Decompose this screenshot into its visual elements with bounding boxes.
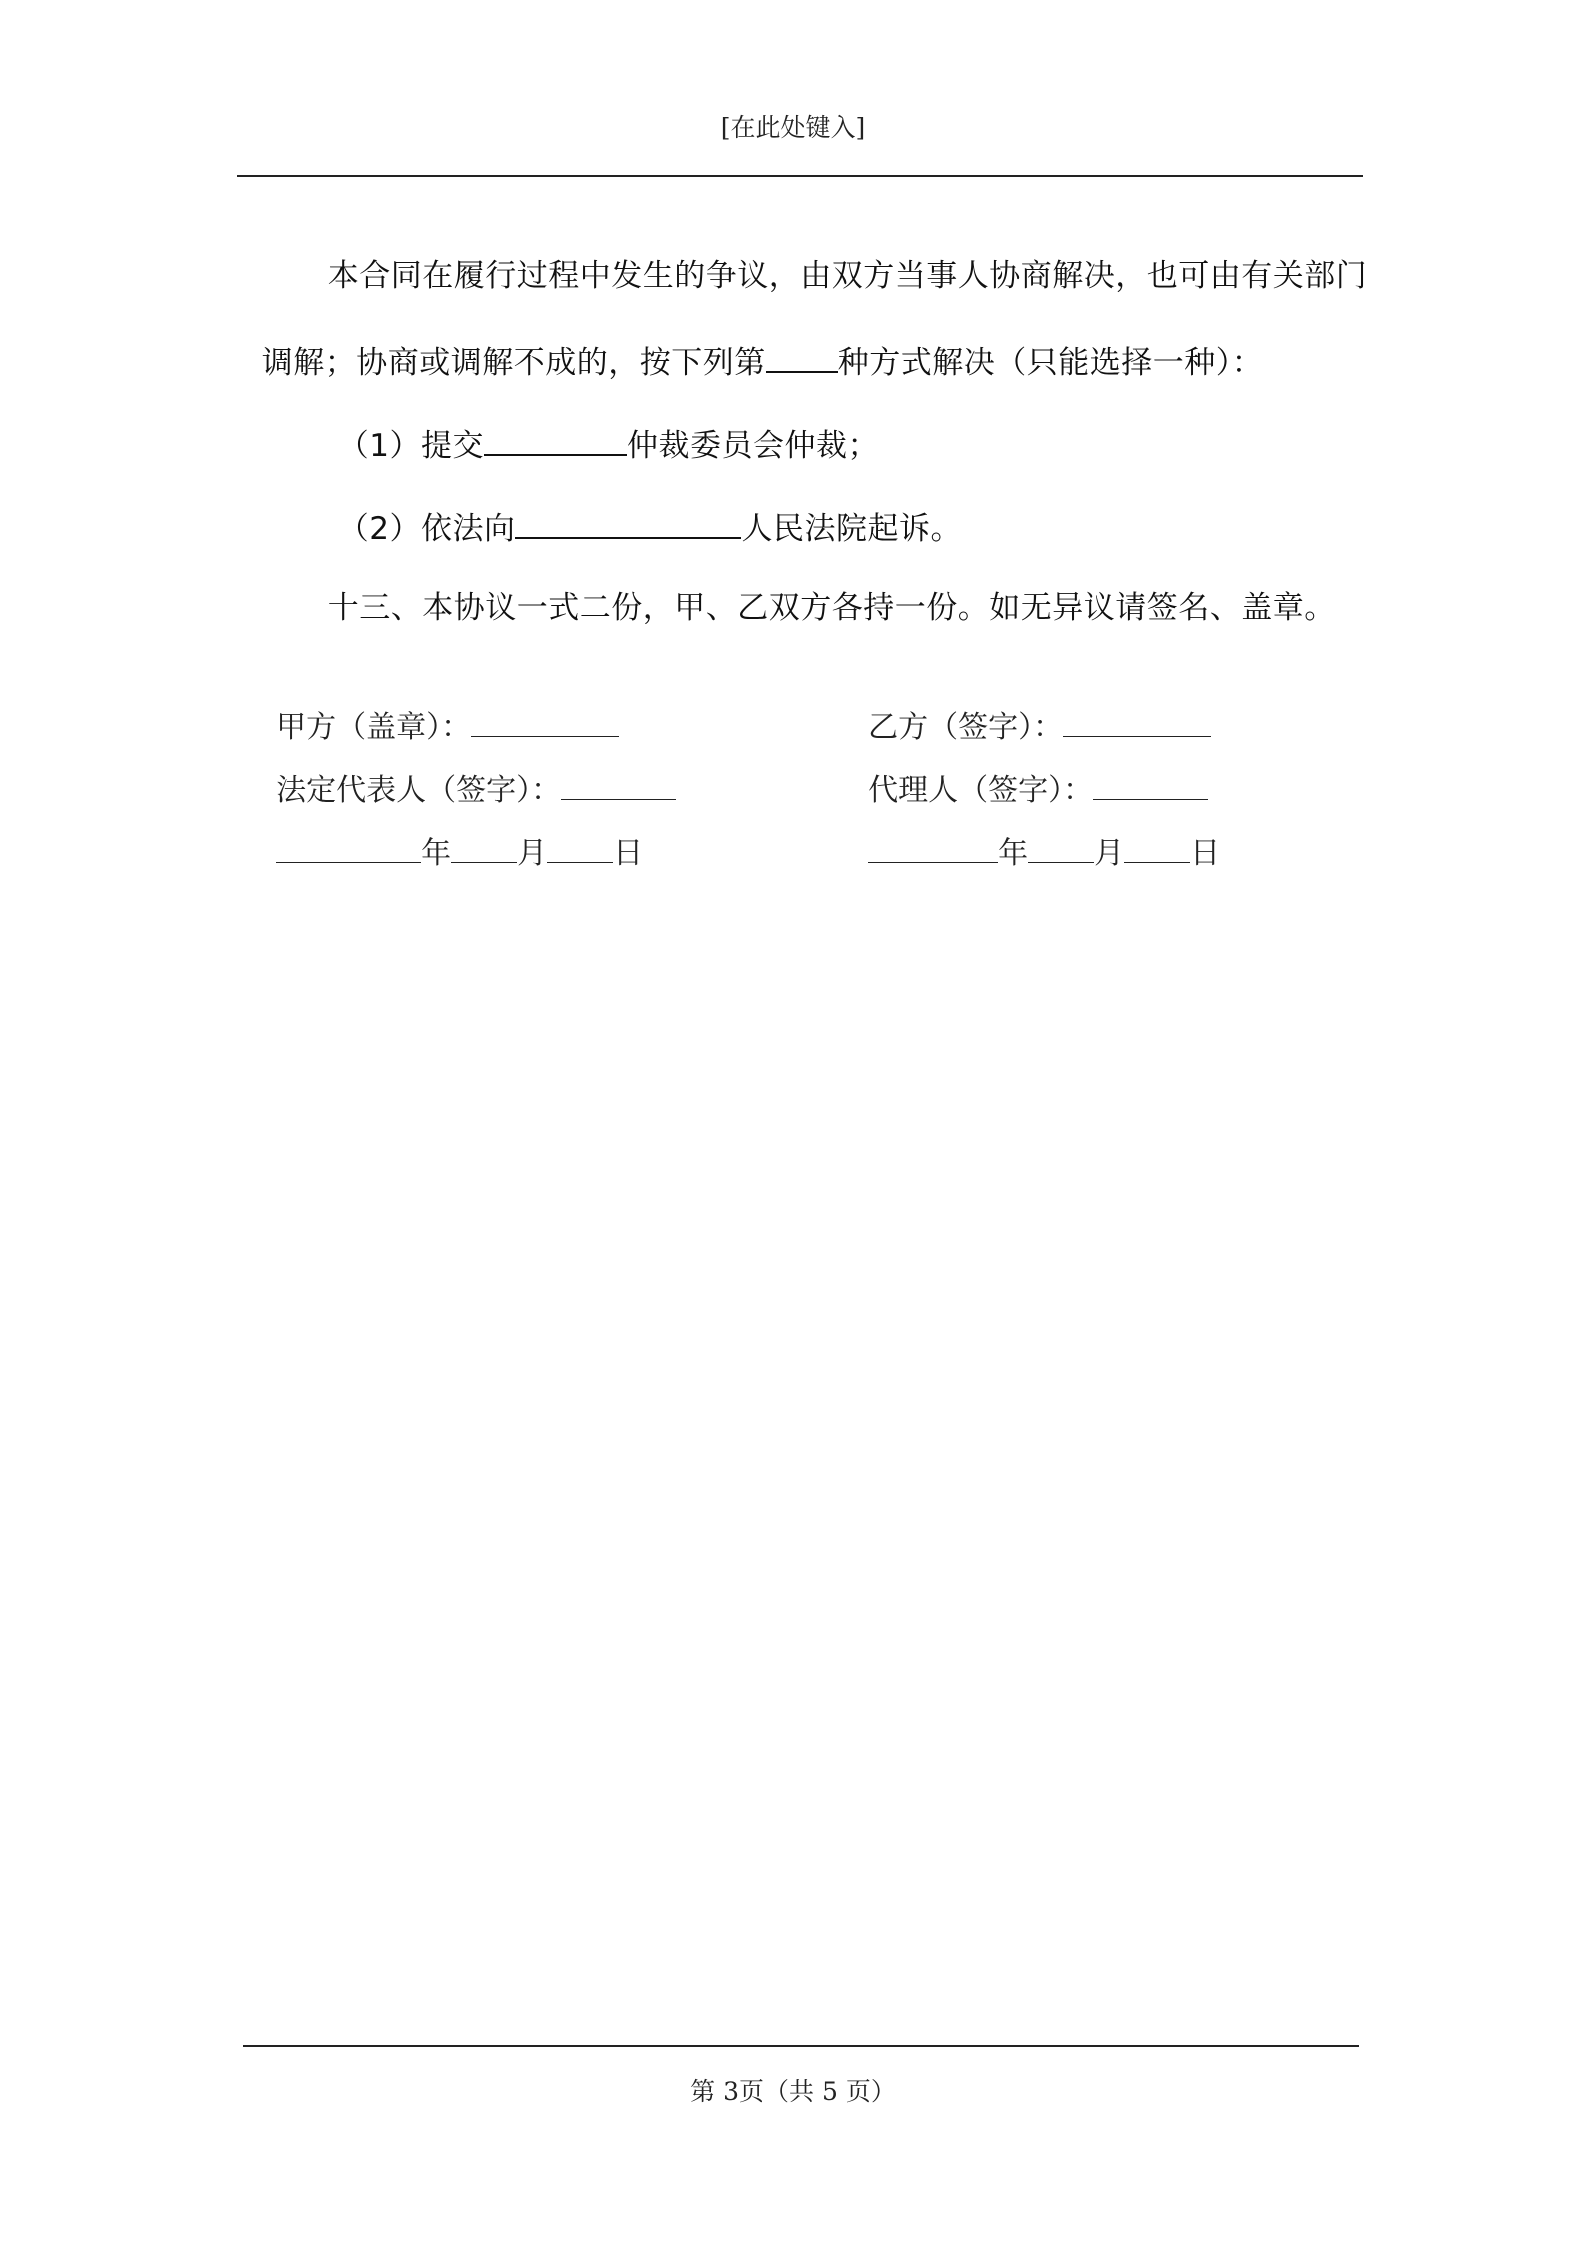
party-b-year-label: 年 [998,836,1029,871]
party-a-month-label: 月 [517,836,548,871]
page-number: 第 3页（共 5 页） [690,2077,896,2106]
footer-divider [243,2045,1359,2047]
dispute-text-1: 本合同在履行过程中发生的争议，由双方当事人协商解决，也可由有关部门 [327,258,1368,294]
option-2-prefix: （2）依法向 [337,511,516,547]
dispute-text-2b: 种方式解决（只能选择一种）： [837,345,1264,381]
party-b-month-label: 月 [1094,836,1125,871]
page-header: [在此处键入] [720,113,866,142]
party-a-date-row [257,792,643,874]
party-b-date-row [849,792,1220,874]
option-1-suffix: 仲裁委员会仲裁； [626,428,879,464]
dispute-paragraph-line-1 [307,210,1367,298]
header-divider [237,175,1363,177]
legal-rep-label: 法定代表人（签字）： [276,773,562,808]
party-b-year-blank[interactable] [868,832,998,863]
clause-13-line [307,542,1336,630]
method-number-blank[interactable] [766,337,838,373]
dispute-paragraph-line-2 [241,293,1263,385]
party-b-day-label: 日 [1190,836,1221,871]
option-1-line [317,376,879,468]
party-a-label: 甲方（盖章）： [276,710,472,745]
option-2-suffix: 人民法院起诉。 [741,511,962,547]
option-2-line [317,459,962,551]
court-name-blank[interactable] [515,503,741,539]
party-b-month-blank[interactable] [1028,832,1094,863]
arbitration-commission-blank[interactable] [484,420,627,456]
party-b-label: 乙方（签字）： [868,710,1064,745]
party-a-day-blank[interactable] [547,832,613,863]
option-1-prefix: （1）提交 [337,428,484,464]
clause-13-text: 十三、本协议一式二份，甲、乙双方各持一份。如无异议请签名、盖章。 [327,590,1336,626]
agent-label: 代理人（签字）： [868,773,1094,808]
party-a-month-blank[interactable] [451,832,517,863]
party-a-year-blank[interactable] [276,832,421,863]
party-a-day-label: 日 [613,836,644,871]
dispute-text-2a: 调解；协商或调解不成的，按下列第 [261,345,766,381]
party-b-day-blank[interactable] [1124,832,1190,863]
party-a-year-label: 年 [421,836,452,871]
